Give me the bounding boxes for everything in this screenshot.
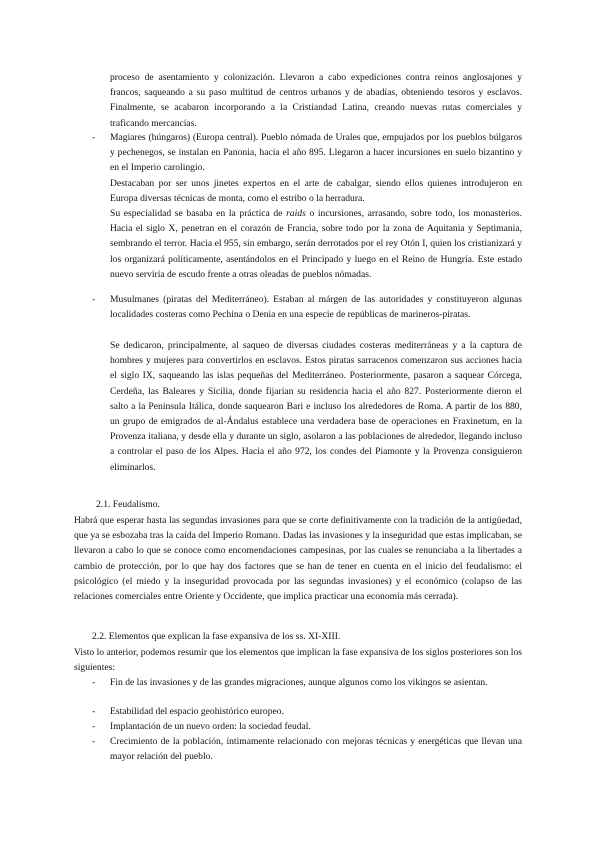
list-item-2: Estabilidad del espacio geohistórico europeo. (110, 706, 284, 717)
section-heading-feudalismo: 2.1. Feudalismo. (96, 499, 160, 510)
list-item-dash-4: - (92, 736, 96, 747)
magiares-paragraph-2: Destacaban por ser unos jinetes expertos en el arte de cabalgar, siendo ellos quienes introdujeron en Europa diversas técnicas de monta, como el estribo o la herradura. (110, 178, 522, 205)
magiares-p3-text-a: Su especialidad se basaba en la práctica de (110, 208, 287, 219)
magiares-p3-text-b: o incursiones, arrasando, sobre todo, los monasterios. Hacia el siglo X, penetran en el corazón de Francia, sobre todo por la zona de Aquitania y Septimania, sembrando el terror. Hacia el 955, sin embargo, serán derrotados por el rey Otón I, quien los cristianizará y los organizará políticamente, asentándolos en el Principado y luego en el Reino de Hungría. Este estado nuevo serviría de escudo frente a otras oleadas de pueblos nómadas. (110, 208, 522, 280)
magiares-paragraph-1: Magiares (húngaros) (Europa central). Pueblo nómada de Urales que, empujados por los pueblos búlgaros y pechenegos, se instalan en Panonia, hacia el año 895. Llegaron a hacer incursiones en suelo bizantino y en el Imperio carolingio. (110, 132, 522, 174)
list-item-dash-1: - (92, 677, 96, 688)
feudalismo-paragraph: Habrá que esperar hasta las segundas invasiones para que se corte definitivamente con la tradición de la antigüedad, que ya se esbozaba tras la caída del Imperio Romano. Dadas las invasiones y la inseguridad que estas implicaban, se llevaron a cabo lo que se conoce como encomendaciones campesinas, por las cuales se renunciaba a la libertades a cambio de protección, por lo que hay dos factores que se han de tener en cuenta en el inicio del feudalismo: el psicológico (el miedo y la inseguridad provocada por las segundas invasiones) y el económico (colapso de las relaciones comerciales entre Oriente y Occidente, que implica practicar una economía más cerrada). (74, 515, 522, 603)
vikingos-continuation-paragraph: proceso de asentamiento y colonización. Llevaron a cabo expediciones contra reinos anglosajones y francos, saqueando a su paso multitud de centros urbanos y de abadías, obteniendo tesoros y esclavos. Finalmente, se acabaron incorporando a la Cristiandad Latina, creando nuevas rutas comerciales y traficando mercancías. (110, 72, 522, 129)
raids-term: raids (286, 208, 306, 219)
musulmanes-paragraph-1: Musulmanes (piratas del Mediterráneo). Estaban al márgen de las autoridades y constituyeron algunas localidades costeras como Pechina o Denia en una especie de repúblicas de marineros-piratas. (110, 294, 522, 321)
magiares-paragraph-3 (110, 206, 522, 282)
list-item-dash-2: - (92, 706, 96, 717)
list-item-4: Crecimiento de la población, íntimamente relacionado con mejoras técnicas y energéticas que llevan una mayor relación del pueblo. (110, 736, 522, 763)
bullet-dash-musulmanes: - (92, 294, 96, 305)
bullet-dash-magiares: - (92, 132, 96, 143)
section-heading-elementos: 2.2. Elementos que explican la fase expansiva de los ss. XI-XIII. (92, 631, 341, 642)
list-item-3: Implantación de un nuevo orden: la sociedad feudal. (110, 721, 311, 732)
list-item-1: Fin de las invasiones y de las grandes migraciones, aunque algunos como los vikingos se asientan. (110, 677, 488, 688)
list-item-dash-3: - (92, 721, 96, 732)
elementos-intro-paragraph: Visto lo anterior, podemos resumir que los elementos que implican la fase expansiva de los siglos posteriores son los siguientes: (74, 647, 522, 674)
musulmanes-paragraph-2: Se dedicaron, principalmente, al saqueo de diversas ciudades costeras mediterráneas y a la captura de hombres y mujeres para convertirlos en esclavos. Estos piratas sarracenos comenzaron sus acciones hacia el siglo IX, saqueando las islas pequeñas del Mediterráneo. Posteriormente, pasaron a saquear Córcega, Cerdeña, las Baleares y Sicilia, donde fijarían su residencia hacia el año 827. Posteriormente dieron el salto a la Península Itálica, donde saquearon Bari e incluso los alrededores de Roma. A partir de los 880, un grupo de emigrados de al-Ándalus establece una verdadera base de operaciones en Fraxinetum, en la Provenza italiana, y desde ella y durante un siglo, asolaron a las poblaciones de alrededor, llegando incluso a controlar el paso de los Alpes. Hacia el año 972, los condes del Piamonte y la Provenza consiguieron eliminarlos. (110, 340, 522, 473)
